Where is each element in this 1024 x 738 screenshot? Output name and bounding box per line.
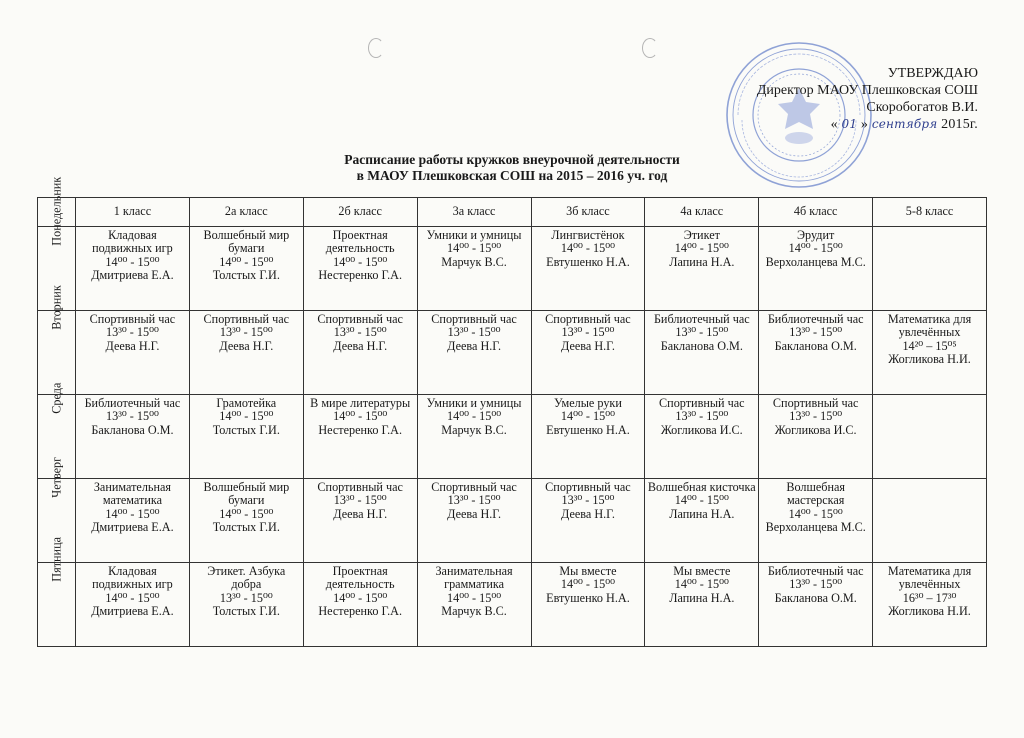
- activity-name: Проектная деятельность: [325, 228, 395, 256]
- activity-time: 13³⁰ - 15⁰⁰: [561, 493, 615, 508]
- date-day: 01: [841, 117, 858, 131]
- activity-time: 14²⁰ – 15⁰⁵: [902, 338, 957, 353]
- activity-name: Волшебный мир бумаги: [203, 228, 290, 256]
- activity-teacher: Жогликова И.С.: [660, 422, 743, 437]
- schedule-cell: [759, 311, 873, 395]
- activity-name: Занимательная грамматика: [435, 564, 513, 592]
- schedule-cell: [759, 395, 873, 479]
- activity-teacher: Нестеренко Г.А.: [318, 604, 403, 619]
- activity-name: Спортивный час: [545, 312, 631, 326]
- activity-teacher: Бакланова О.М.: [660, 338, 743, 353]
- activity-teacher: Лапина Н.А.: [669, 254, 735, 269]
- activity-name: Волшебный мир бумаги: [203, 480, 290, 508]
- activity-name: Умники и умницы: [426, 228, 522, 242]
- activity-time: 14⁰⁰ - 15⁰⁰: [219, 409, 274, 424]
- activity-name: Эрудит: [797, 228, 835, 242]
- activity-time: 14⁰⁰ - 15⁰⁰: [105, 254, 160, 269]
- approval-signatory: Скоробогатов В.И.: [866, 100, 978, 115]
- date-year: 2015г.: [941, 117, 978, 132]
- approval-heading: УТВЕРЖДАЮ: [887, 66, 978, 81]
- schedule-cell: [873, 395, 987, 479]
- activity-time: 14⁰⁰ - 15⁰⁰: [560, 409, 615, 424]
- activity-teacher: Евтушенко Н.А.: [546, 254, 630, 269]
- header-class: 5-8 класс: [873, 198, 987, 227]
- activity-name: Спортивный час: [431, 480, 517, 494]
- header-class: 2а класс: [189, 198, 303, 227]
- activity-time: 14⁰⁰ - 15⁰⁰: [447, 409, 502, 424]
- activity-teacher: Деева Н.Г.: [219, 338, 274, 353]
- schedule-cell: [531, 479, 645, 563]
- schedule-cell: [531, 395, 645, 479]
- schedule-cell: [303, 563, 417, 647]
- schedule-cell: [645, 311, 759, 395]
- activity-time: 13³⁰ - 15⁰⁰: [561, 325, 615, 340]
- activity-time: 13³⁰ - 15⁰⁰: [675, 409, 729, 424]
- schedule-cell: [645, 227, 759, 311]
- schedule-cell: [873, 479, 987, 563]
- schedule-cell: [76, 395, 190, 479]
- day-row: [38, 395, 987, 479]
- day-cell: [38, 536, 76, 647]
- schedule-table: [37, 176, 987, 647]
- activity-name: Этикет. Азбука добра: [207, 564, 286, 592]
- schedule-cell: [417, 479, 531, 563]
- schedule-cell: [189, 563, 303, 647]
- activity-name: Мы вместе: [559, 564, 617, 578]
- activity-name: Библиотечный час: [84, 396, 181, 410]
- activity-teacher: Деева Н.Г.: [333, 338, 388, 353]
- activity-teacher: Дмитриева Е.А.: [91, 520, 174, 535]
- activity-name: Кладовая подвижных игр: [92, 564, 173, 592]
- activity-teacher: Нестеренко Г.А.: [318, 268, 403, 283]
- activity-time: 13³⁰ - 15⁰⁰: [447, 493, 501, 508]
- activity-teacher: Марчук В.С.: [441, 254, 507, 269]
- activity-name: Библиотечный час: [767, 312, 864, 326]
- activity-time: 13³⁰ - 15⁰⁰: [789, 577, 843, 592]
- activity-time: 13³⁰ - 15⁰⁰: [106, 325, 159, 340]
- activity-time: 14⁰⁰ - 15⁰⁰: [560, 577, 615, 592]
- activity-teacher: Жогликова Н.И.: [888, 352, 971, 367]
- schedule-cell: [303, 395, 417, 479]
- activity-time: 14⁰⁰ - 15⁰⁰: [447, 241, 502, 256]
- activity-name: Спортивный час: [317, 312, 403, 326]
- schedule-cell: [303, 227, 417, 311]
- activity-teacher: Жогликова И.С.: [774, 422, 857, 437]
- activity-name: Библиотечный час: [767, 564, 864, 578]
- activity-name: Кладовая подвижных игр: [92, 228, 173, 256]
- header-class: 2б класс: [303, 198, 417, 227]
- schedule-cell: [189, 227, 303, 311]
- schedule-cell: [531, 311, 645, 395]
- date-month: сентября: [871, 117, 938, 131]
- activity-name: Спортивный час: [545, 480, 631, 494]
- day-label: Понедельник: [48, 176, 63, 246]
- date-quote-open: «: [830, 117, 838, 132]
- schedule-cell: [76, 311, 190, 395]
- activity-name: Этикет: [683, 228, 720, 242]
- schedule-cell: [189, 479, 303, 563]
- activity-name: Умники и умницы: [426, 396, 522, 410]
- activity-name: Лингвистёнок: [551, 228, 625, 242]
- header-class: 3б класс: [531, 198, 645, 227]
- title-line-1: Расписание работы кружков внеурочной деятельности: [344, 152, 680, 167]
- schedule-cell: [417, 227, 531, 311]
- activity-name: Спортивный час: [203, 312, 290, 326]
- header-class: 1 класс: [76, 198, 190, 227]
- schedule-cell: [645, 479, 759, 563]
- activity-time: 13³⁰ - 15⁰⁰: [333, 493, 387, 508]
- activity-name: Грамотейка: [216, 396, 277, 410]
- page-title: [0, 152, 1024, 184]
- schedule-cell: [76, 479, 190, 563]
- day-label: Пятница: [48, 536, 63, 582]
- activity-time: 14⁰⁰ - 15⁰⁰: [674, 577, 729, 592]
- schedule-cell: [189, 395, 303, 479]
- activity-teacher: Толстых Г.И.: [212, 268, 280, 283]
- activity-name: Спортивный час: [659, 396, 745, 410]
- activity-name: Волшебная мастерская: [786, 480, 846, 508]
- activity-teacher: Деева Н.Г.: [447, 338, 502, 353]
- schedule-cell: [189, 311, 303, 395]
- activity-teacher: Нестеренко Г.А.: [318, 422, 403, 437]
- day-label: Среда: [48, 382, 63, 414]
- schedule-cell: [417, 311, 531, 395]
- activity-time: 14⁰⁰ - 15⁰⁰: [674, 241, 729, 256]
- activity-teacher: Деева Н.Г.: [105, 338, 160, 353]
- activity-time: 13³⁰ - 15⁰⁰: [219, 590, 273, 605]
- schedule-cell: [873, 227, 987, 311]
- activity-name: Спортивный час: [89, 312, 176, 326]
- day-row: [38, 563, 987, 647]
- activity-teacher: Лапина Н.А.: [669, 506, 735, 521]
- header-class: 4б класс: [759, 198, 873, 227]
- day-row: [38, 479, 987, 563]
- activity-time: 14⁰⁰ - 15⁰⁰: [788, 241, 843, 256]
- day-label: Четверг: [48, 456, 63, 498]
- activity-teacher: Дмитриева Е.А.: [91, 268, 174, 283]
- approval-position: Директор МАОУ Плешковская СОШ: [756, 83, 978, 98]
- schedule-cell: [303, 479, 417, 563]
- schedule-cell: [417, 563, 531, 647]
- day-row: [38, 311, 987, 395]
- activity-teacher: Марчук В.С.: [441, 604, 507, 619]
- schedule-cell: [645, 563, 759, 647]
- approval-block: [757, 65, 978, 133]
- activity-time: 14⁰⁰ - 15⁰⁰: [105, 590, 160, 605]
- activity-teacher: Бакланова О.М.: [774, 590, 857, 605]
- activity-teacher: Лапина Н.А.: [669, 590, 735, 605]
- activity-teacher: Деева Н.Г.: [560, 338, 615, 353]
- title-line-2: в МАОУ Плешковская СОШ на 2015 – 2016 уч. год: [356, 168, 668, 183]
- activity-teacher: Марчук В.С.: [441, 422, 507, 437]
- activity-name: Математика для увлечённых: [887, 312, 972, 340]
- activity-time: 13³⁰ - 15⁰⁰: [789, 409, 843, 424]
- schedule-cell: [531, 227, 645, 311]
- activity-time: 14⁰⁰ - 15⁰⁰: [674, 493, 729, 508]
- activity-name: Спортивный час: [772, 396, 859, 410]
- activity-name: Проектная деятельность: [325, 564, 395, 592]
- activity-time: 16³⁰ – 17³⁰: [902, 590, 957, 605]
- day-label: Вторник: [48, 285, 63, 330]
- activity-teacher: Жогликова Н.И.: [888, 604, 971, 619]
- header-class: 3а класс: [417, 198, 531, 227]
- activity-time: 14⁰⁰ - 15⁰⁰: [333, 409, 388, 424]
- activity-teacher: Дмитриева Е.А.: [91, 604, 174, 619]
- activity-time: 14⁰⁰ - 15⁰⁰: [219, 506, 274, 521]
- schedule-cell: [76, 227, 190, 311]
- activity-name: Спортивный час: [431, 312, 517, 326]
- schedule-cell: [873, 563, 987, 647]
- activity-time: 13³⁰ - 15⁰⁰: [675, 325, 729, 340]
- header-row: [38, 198, 987, 227]
- activity-time: 14⁰⁰ - 15⁰⁰: [333, 254, 388, 269]
- activity-time: 14⁰⁰ - 15⁰⁰: [788, 506, 843, 521]
- activity-teacher: Бакланова О.М.: [91, 422, 174, 437]
- schedule-cell: [76, 563, 190, 647]
- activity-time: 13³⁰ - 15⁰⁰: [333, 325, 387, 340]
- activity-time: 13³⁰ - 15⁰⁰: [789, 325, 843, 340]
- schedule-cell: [417, 395, 531, 479]
- activity-teacher: Толстых Г.И.: [212, 520, 280, 535]
- schedule-cell: [759, 227, 873, 311]
- activity-name: Занимательная математика: [93, 480, 172, 508]
- punch-hole-right: [642, 38, 658, 58]
- activity-name: Математика для увлечённых: [887, 564, 972, 592]
- activity-teacher: Бакланова О.М.: [774, 338, 857, 353]
- activity-name: Спортивный час: [317, 480, 403, 494]
- date-quote-close: »: [860, 117, 869, 132]
- activity-name: Умелые руки: [553, 396, 622, 410]
- activity-name: Библиотечный час: [653, 312, 750, 326]
- activity-name: Волшебная кисточка: [647, 480, 756, 494]
- punch-hole-left: [368, 38, 384, 58]
- approval-date: [757, 116, 978, 133]
- activity-time: 14⁰⁰ - 15⁰⁰: [333, 590, 388, 605]
- activity-teacher: Евтушенко Н.А.: [546, 590, 630, 605]
- activity-teacher: Верхоланцева М.С.: [765, 520, 866, 535]
- activity-time: 13³⁰ - 15⁰⁰: [106, 409, 159, 424]
- header-class: 4а класс: [645, 198, 759, 227]
- schedule-cell: [759, 563, 873, 647]
- activity-teacher: Деева Н.Г.: [333, 506, 388, 521]
- activity-teacher: Деева Н.Г.: [560, 506, 615, 521]
- schedule-cell: [531, 563, 645, 647]
- schedule-cell: [759, 479, 873, 563]
- activity-time: 13³⁰ - 15⁰⁰: [219, 325, 273, 340]
- day-row: [38, 227, 987, 311]
- schedule-cell: [873, 311, 987, 395]
- activity-teacher: Толстых Г.И.: [212, 604, 280, 619]
- activity-time: 14⁰⁰ - 15⁰⁰: [560, 241, 615, 256]
- schedule-cell: [303, 311, 417, 395]
- activity-name: Мы вместе: [673, 564, 731, 578]
- activity-teacher: Евтушенко Н.А.: [546, 422, 630, 437]
- activity-time: 14⁰⁰ - 15⁰⁰: [447, 590, 502, 605]
- activity-teacher: Толстых Г.И.: [212, 422, 280, 437]
- schedule-cell: [645, 395, 759, 479]
- activity-time: 13³⁰ - 15⁰⁰: [447, 325, 501, 340]
- activity-time: 14⁰⁰ - 15⁰⁰: [219, 254, 274, 269]
- activity-teacher: Деева Н.Г.: [447, 506, 502, 521]
- activity-teacher: Верхоланцева М.С.: [765, 254, 866, 269]
- activity-name: В мире литературы: [310, 396, 411, 410]
- activity-time: 14⁰⁰ - 15⁰⁰: [105, 506, 160, 521]
